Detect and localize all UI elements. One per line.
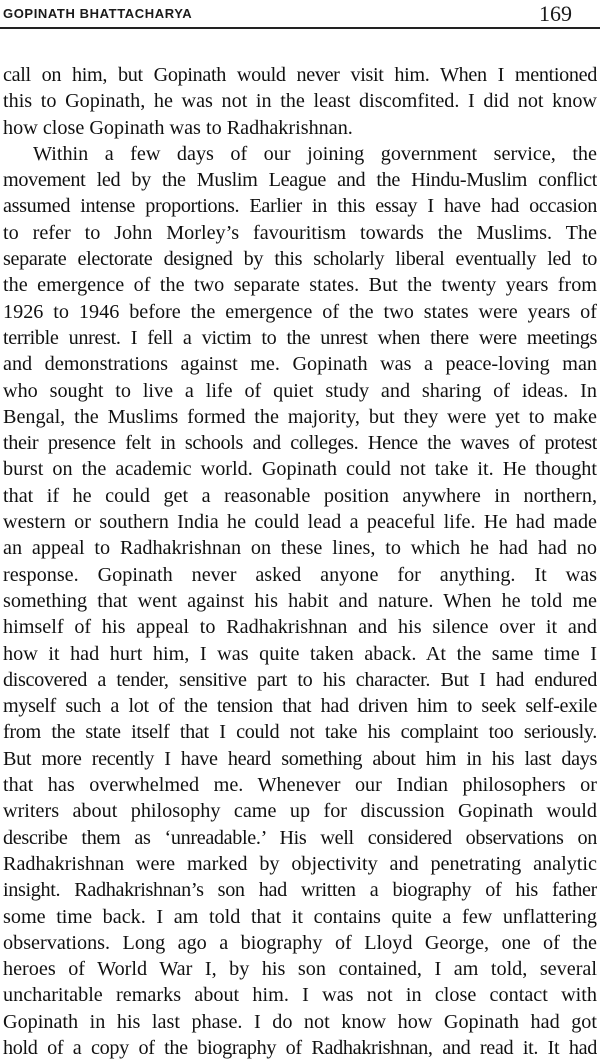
text-line: terrible unrest. I fell a victim to the unrest when there were meetings — [3, 326, 597, 349]
text-line: assumed intense proportions. Earlier in this essay I have had occasion — [3, 195, 597, 218]
text-line: Radhakrishnan were marked by objectivity and penetrating analytic — [3, 852, 597, 875]
text-line: burst on the academic world. Gopinath could not take it. He thought — [3, 458, 597, 481]
text-line: Bengal, the Muslims formed the majority, but they were yet to make — [3, 405, 597, 428]
text-line: who sought to live a life of quiet study and sharing of ideas. In — [3, 379, 597, 402]
text-line: to refer to John Morley’s favouritism towards the Muslims. The — [3, 221, 597, 244]
text-line: hold of a copy of the biography of Radhakrishnan, and read it. It had — [3, 1036, 597, 1059]
text-line: insight. Radhakrishnan’s son had written a biography of his father — [3, 879, 597, 902]
text-line: discovered a tender, sensitive part to his character. But I had endured — [3, 668, 597, 691]
text-line: separate electorate designed by this scholarly liberal eventually led to — [3, 248, 597, 271]
text-line: that has overwhelmed me. Whenever our Indian philosophers or — [3, 774, 597, 797]
text-line: how it had hurt him, I was quite taken aback. At the same time I — [3, 642, 597, 665]
text-line: western or southern India he could lead a peaceful life. He had made — [3, 511, 597, 534]
text-line: the emergence of the two separate states. But the twenty years from — [3, 274, 597, 297]
text-line: something that went against his habit and nature. When he told me — [3, 589, 597, 612]
text-line: writers about philosophy came up for discussion Gopinath would — [3, 800, 597, 823]
text-line: movement led by the Muslim League and the Hindu-Muslim conflict — [3, 169, 597, 192]
text-line: some time back. I am told that it contains quite a few unflattering — [3, 905, 597, 928]
text-line: describe them as ‘unreadable.’ His well considered observations on — [3, 826, 597, 849]
text-line: call on him, but Gopinath would never visit him. When I mentioned — [3, 64, 597, 86]
text-line: heroes of World War I, by his son contained, I am told, several — [3, 958, 597, 981]
text-line: response. Gopinath never asked anyone for anything. It was — [3, 563, 597, 586]
page-number: 169 — [539, 1, 572, 26]
text-line: this to Gopinath, he was not in the least discomfited. I did not know — [3, 90, 597, 113]
text-line: and demonstrations against me. Gopinath was a peace-loving man — [3, 353, 597, 376]
text-line: observations. Long ago a biography of Lloyd George, one of the — [3, 931, 597, 954]
text-line: 1926 to 1946 before the emergence of the two states were years of — [3, 300, 597, 323]
text-line: himself of his appeal to Radhakrishnan and his silence over it and — [3, 616, 597, 639]
text-line: uncharitable remarks about him. I was not in close contact with — [3, 984, 597, 1007]
text-line: that if he could get a reasonable position anywhere in northern, — [3, 484, 597, 507]
text-line: But more recently I have heard something about him in his last days — [3, 747, 597, 770]
text-line: Within a few days of our joining government service, the — [33, 142, 597, 165]
body-text — [3, 62, 597, 1061]
text-line: Gopinath in his last phase. I do not know how Gopinath had got — [3, 1010, 597, 1033]
text-line: from the state itself that I could not take his complaint too seriously. — [3, 721, 597, 744]
text-line: how close Gopinath was to Radhakrishnan. — [3, 116, 353, 139]
header-rule — [0, 27, 600, 29]
running-head: GOPINATH BHATTACHARYA — [3, 6, 193, 21]
page-header — [0, 0, 600, 30]
text-line: myself such a lot of the tension that had driven him to seek self-exile — [3, 695, 597, 718]
text-line: an appeal to Radhakrishnan on these lines, to which he had had no — [3, 537, 597, 560]
text-line: their presence felt in schools and colleges. Hence the waves of protest — [3, 432, 597, 455]
